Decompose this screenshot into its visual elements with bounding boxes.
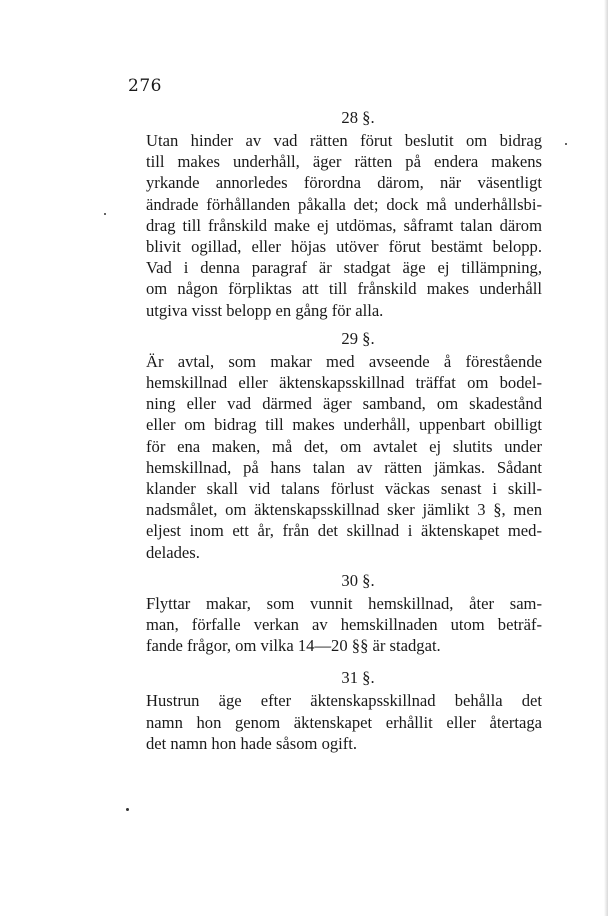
text-line: blivit ogillad, eller höjas utöver förut bestämt belopp.	[146, 237, 542, 257]
text-line: om någon förpliktas att till frånskild makes underhåll	[146, 279, 542, 299]
paragraph	[146, 130, 542, 257]
text-line: Flyttar makar, som vunnit hemskillnad, åter sam-	[146, 593, 542, 613]
text-line: till makes underhåll, äger rätten på endera makens	[146, 152, 542, 172]
scan-speck	[126, 808, 129, 811]
text-line: Utan hinder av vad rätten förut beslutit om bidrag	[146, 131, 542, 150]
text-line: utgiva visst belopp en gång för alla.	[146, 300, 384, 320]
text-line: ning eller vad därmed äger samband, om skadestånd	[146, 394, 542, 414]
text-line: det namn hon hade såsom ogift.	[146, 733, 358, 753]
text-line: drag till frånskild make ej utdömas, såframt talan därom	[146, 215, 542, 235]
paragraph	[146, 690, 542, 754]
text-line: eller om bidrag till makes underhåll, uppenbart obilligt	[146, 415, 542, 435]
paragraph	[146, 351, 542, 563]
text-line: namn hon genom äktenskapet erhållit eller återtaga	[146, 712, 542, 732]
text-line: Hustrun äge efter äktenskapsskillnad behålla det	[146, 691, 542, 711]
text-line: delades.	[146, 542, 200, 562]
scan-speck	[104, 213, 106, 215]
text-line: för ena maken, må det, om avtalet ej slutits under	[146, 436, 542, 456]
section-heading-29: 29 §.	[341, 328, 375, 348]
text-line: klander skall vid talans förlust väckas senast i skill-	[146, 479, 542, 499]
scan-speck	[565, 143, 567, 145]
page-edge-shadow	[604, 0, 608, 916]
text-line: fande frågor, om vilka 14—20 §§ är stadgat.	[146, 636, 441, 656]
text-line: hemskillnad, på hans talan av rätten jämkas. Sådant	[146, 457, 542, 477]
text-line: eljest inom ett år, från det skillnad i äktenskapet med-	[146, 521, 542, 541]
text-line: man, förfalle verkan av hemskillnaden utom beträf-	[146, 615, 542, 635]
section-heading-28: 28 §.	[341, 108, 375, 127]
text-line: Vad i denna paragraf är stadgat äge ej tillämpning,	[146, 258, 542, 278]
section-heading-31: 31 §.	[341, 668, 375, 688]
paragraph	[146, 257, 542, 321]
text-line: nadsmålet, om äktenskapsskillnad sker jämlikt 3 §, men	[146, 500, 542, 520]
text-line: Är avtal, som makar med avseende å förestående	[146, 351, 542, 371]
page-number: 276	[128, 76, 162, 96]
text-body	[146, 100, 542, 754]
paragraph	[146, 593, 542, 657]
section-heading-30: 30 §.	[341, 570, 375, 590]
text-line: yrkande annorledes förordna därom, när väsentligt	[146, 173, 542, 193]
text-line: hemskillnad eller äktenskapsskillnad träffat om bodel-	[146, 373, 542, 393]
text-line: ändrade förhållanden påkalla det; dock må underhållsbi-	[146, 194, 542, 214]
